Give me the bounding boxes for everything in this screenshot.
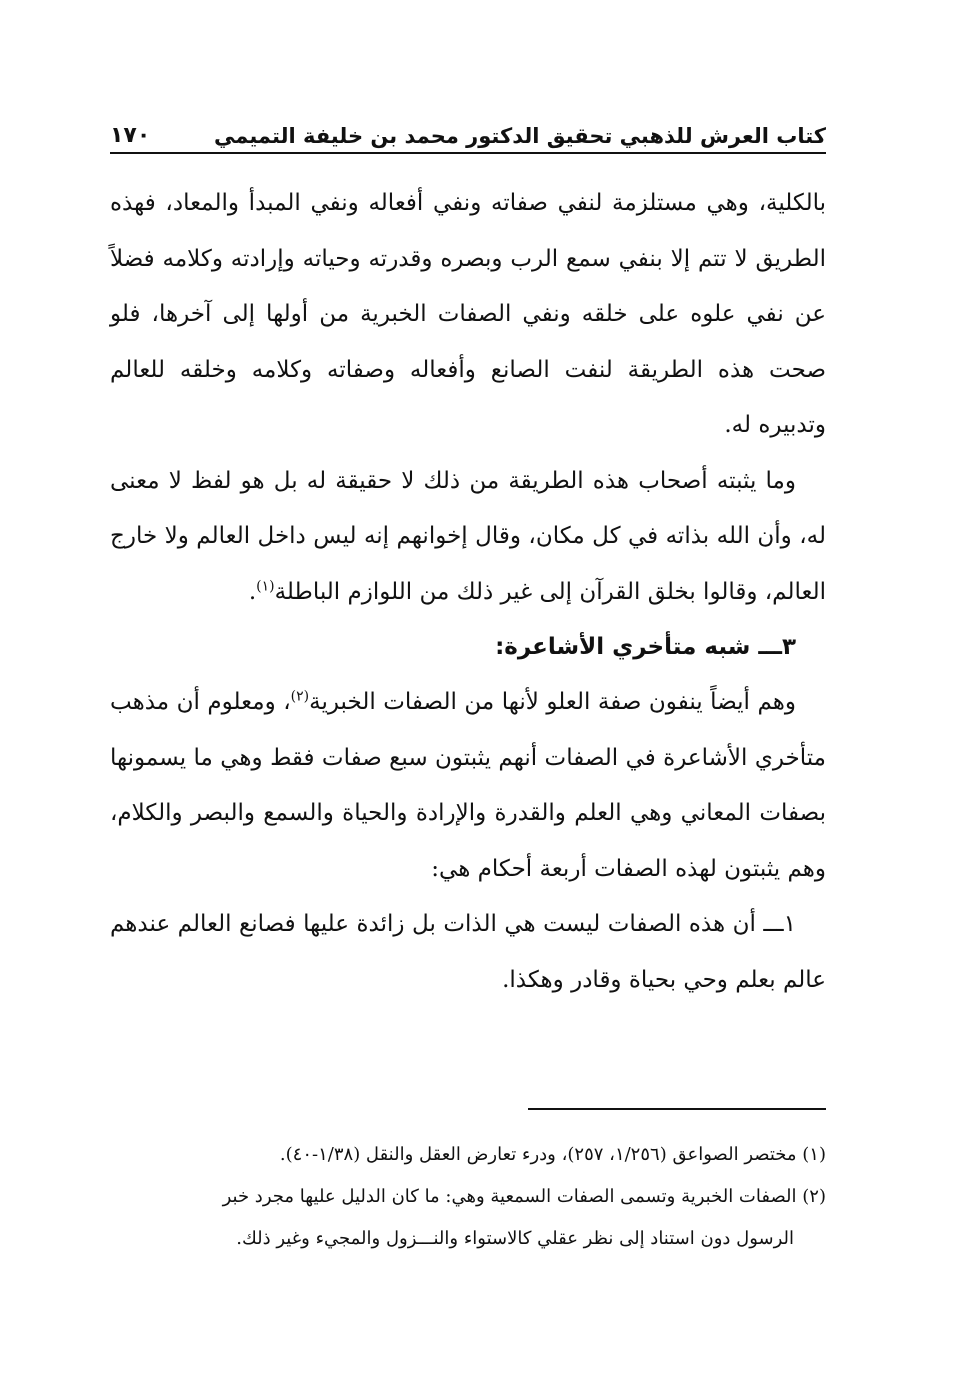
footnote-ref-2: (٢) <box>290 688 310 705</box>
paragraph-2-end: . <box>248 578 257 605</box>
paragraph-3 <box>110 675 826 897</box>
page-number: ١٧٠ <box>110 123 151 148</box>
footnote-2: (٢) الصفات الخبرية وتسمى الصفات السمعية وهي: ما كان الدليل عليها مجرد خبر <box>222 1186 826 1207</box>
paragraph-2 <box>110 454 826 621</box>
main-text <box>110 176 826 1008</box>
paragraph-3-start: وهم أيضاً ينفون صفة العلو لأنها من الصفات الخبرية <box>309 689 796 715</box>
section-heading: ٣ـــ شبه متأخري الأشاعرة: <box>495 634 796 660</box>
footnotes <box>110 1134 826 1260</box>
footnote-1: (١) مختصر الصواعق (١/٢٥٦، ٢٥٧)، ودرء تعارض العقل والنقل (١/٣٨-٤٠). <box>279 1144 826 1165</box>
footnote-ref-1: (١) <box>256 577 275 594</box>
book-page <box>110 112 826 1312</box>
paragraph-3-rest: ، ومعلوم أن مذهب متأخري الأشاعرة في الصفات أنهم يثبتون سبع صفات فقط وهي ما يسمونها بصفات المعاني وهي العلم والقدرة والإرادة والحياة والسمع والبصر والكلام، وهم يثبتون لهذه الصفات أربعة أحكام هي: <box>110 689 826 882</box>
header-title: كتاب العرش للذهبي تحقيق الدكتور محمد بن خليفة التميمي <box>214 124 826 148</box>
paragraph-2-text: وما يثبته أصحاب هذه الطريقة من ذلك لا حقيقة له بل هو لفظ لا معنى له، وأن الله بذاته في كل مكان، وقال إخوانهم إنه ليس داخل العالم ولا خارج العالم، وقالوا بخلق القرآن إلى غير ذلك من اللوازم الباطلة <box>110 467 826 605</box>
footnote-separator <box>528 1108 826 1110</box>
paragraph-4: ١ـــ أن هذه الصفات ليست هي الذات بل زائدة عليها فصانع العالم عندهم عالم بعلم وحي بحياة وقادر وهكذا. <box>110 911 826 993</box>
running-header <box>110 112 826 154</box>
paragraph-1: بالكلية، وهي مستلزمة لنفي صفاته ونفي أفعاله ونفي المبدأ والمعاد، فهذه الطريق لا تتم إلا بنفي سمع الرب وبصره وقدرته وحياته وإرادته وكلامه فضلاً عن نفي علوه على خلقه ونفي الصفات الخبرية من أولها إلى آخرها، فلو صحت هذه الطريقة لنفت الصانع وأفعاله وصفاته وكلامه وخلقه للعالم وتدبيره له. <box>110 190 826 438</box>
footnote-2-continued: الرسول دون استناد إلى نظر عقلي كالاستواء والنـــزول والمجيء وغير ذلك. <box>236 1228 794 1249</box>
